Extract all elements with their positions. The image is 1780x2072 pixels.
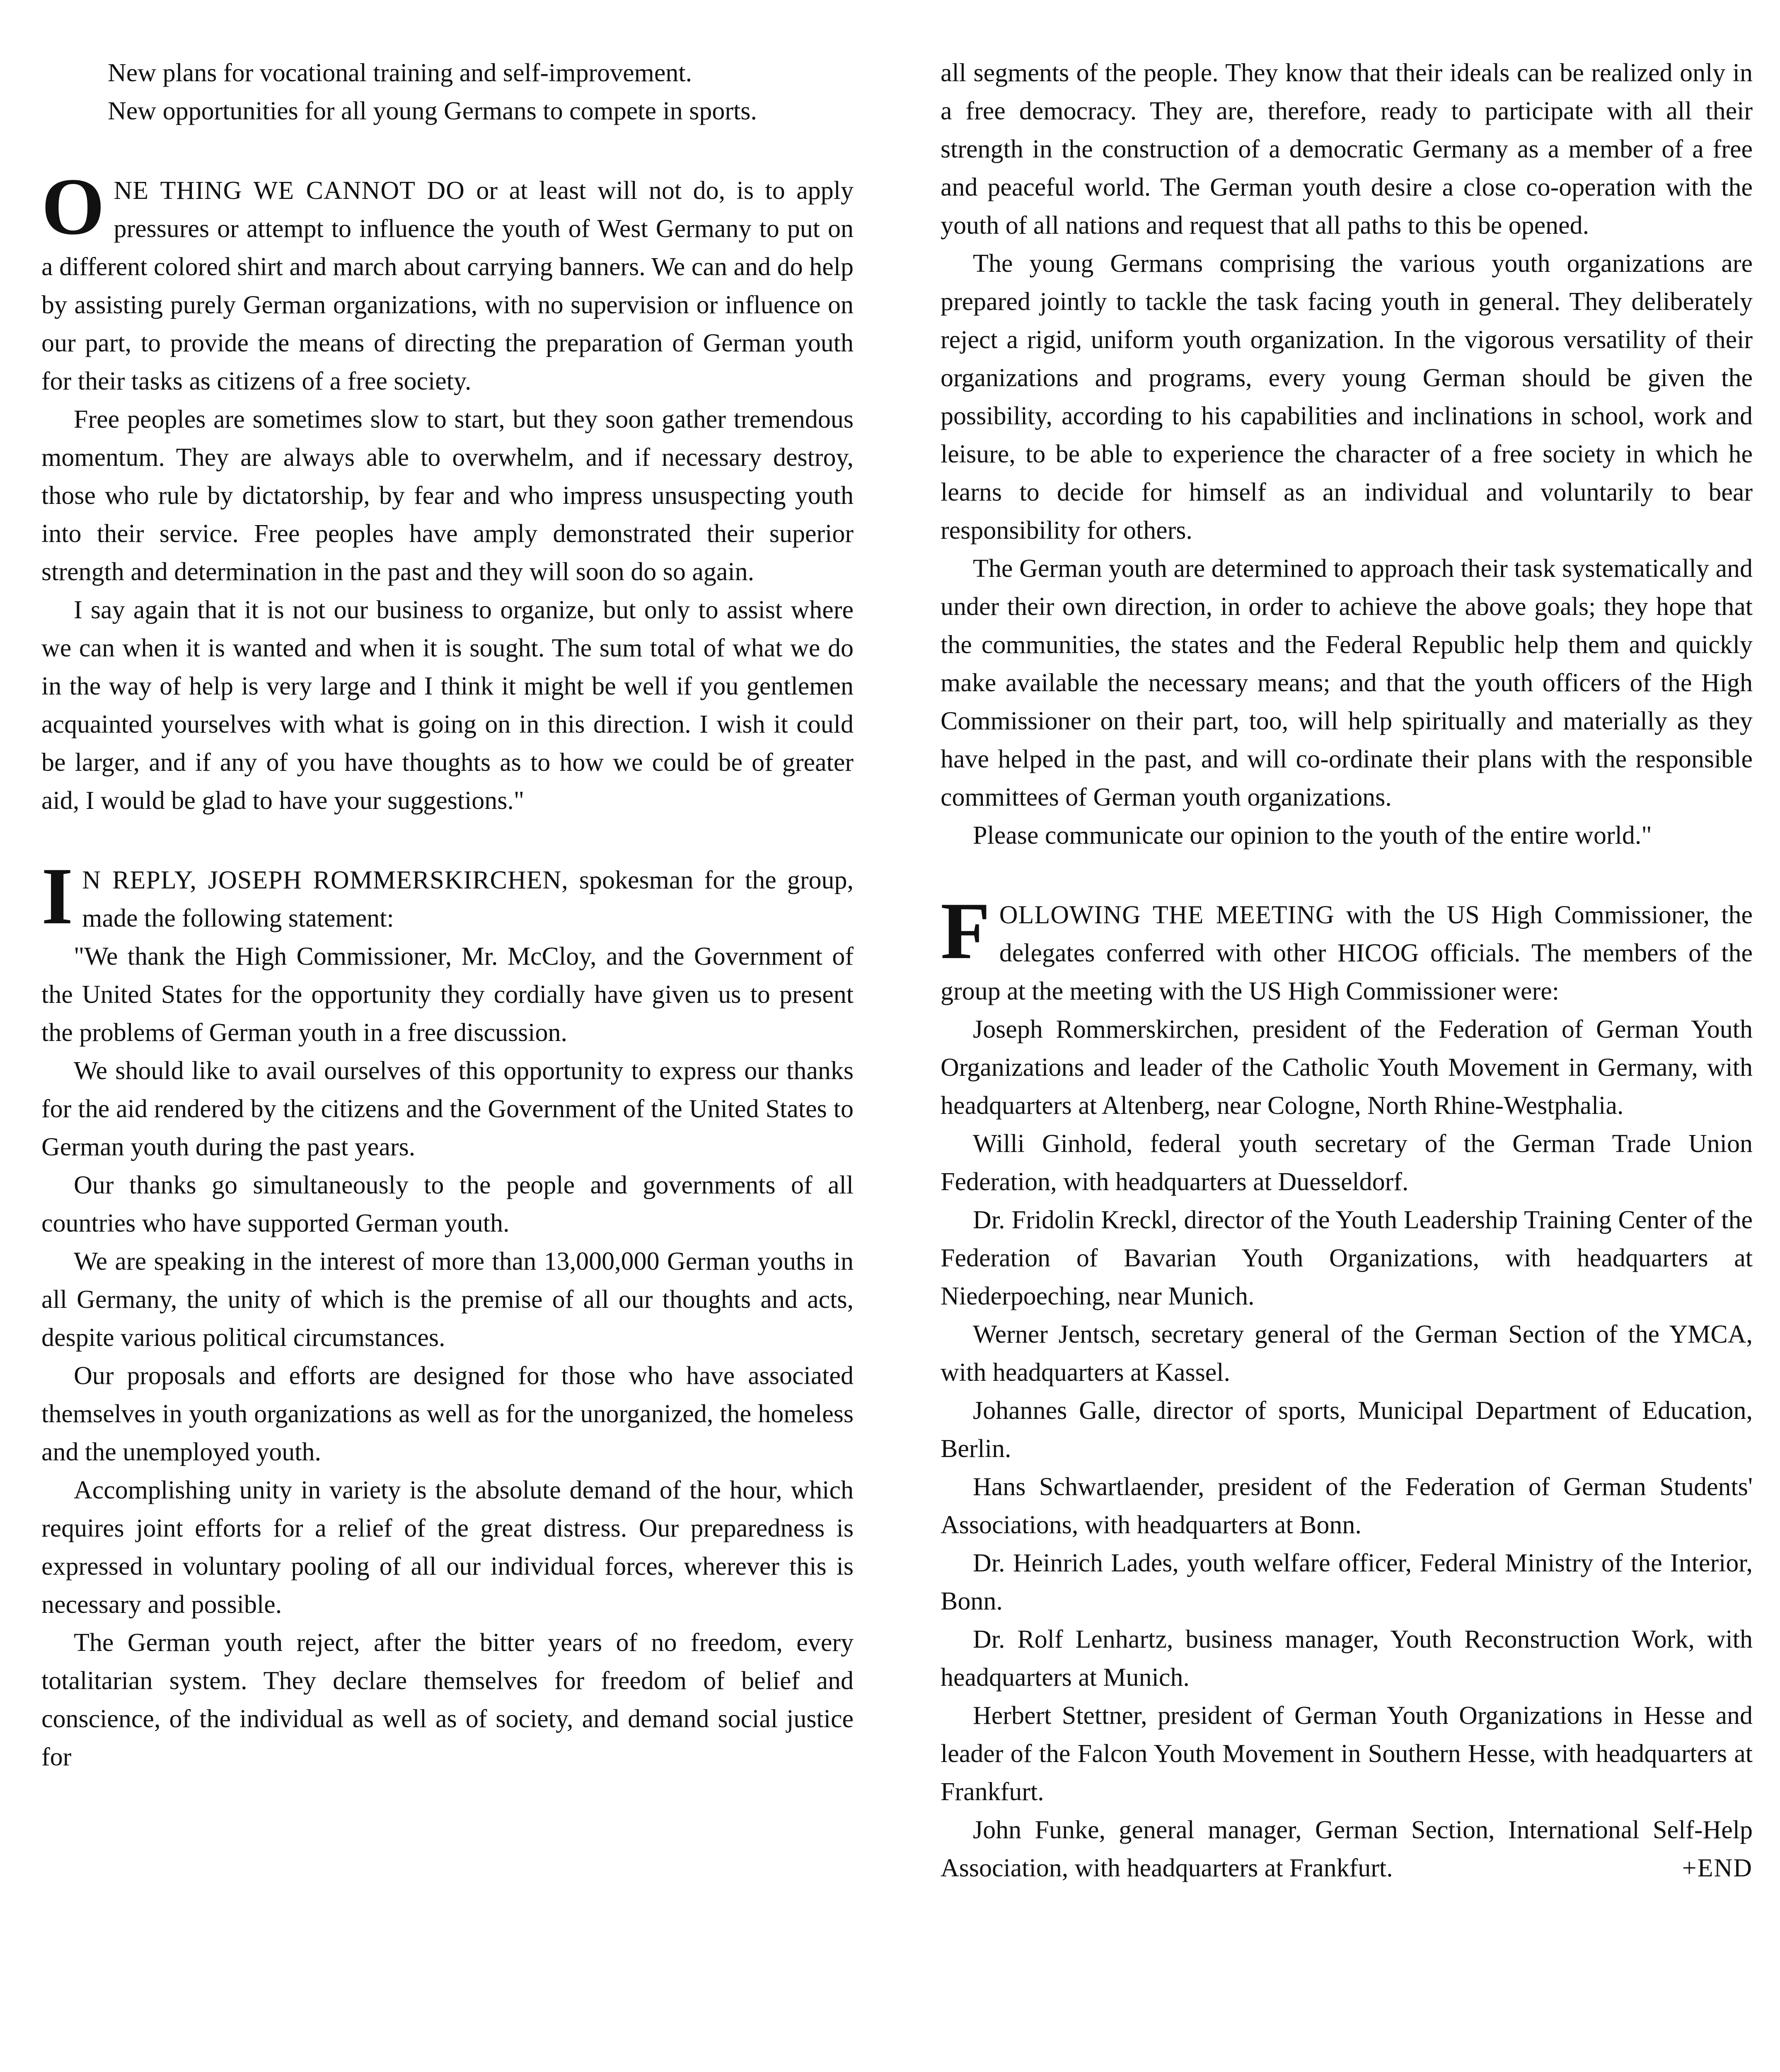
member-entry: Werner Jentsch, secretary general of the German Section of the YMCA, with headquarters at Kassel. <box>941 1320 1753 1387</box>
member-entry: Dr. Rolf Lenhartz, business manager, Youth Reconstruction Work, with headquarters at Munich. <box>941 1625 1753 1692</box>
end-mark: +END <box>1682 1854 1753 1882</box>
member-entry: Herbert Stettner, president of German Youth Organizations in Hesse and leader of the Falcon Youth Movement in Southern Hesse, with headquarters at Frankfurt. <box>941 1702 1753 1806</box>
section-following-meeting <box>941 886 1753 1887</box>
body-paragraph: We should like to avail ourselves of this opportunity to express our thanks for the aid rendered by the citizens and the Government of the United States to German youth during the past years. <box>41 1057 854 1161</box>
body-paragraph: Our thanks go simultaneously to the people and governments of all countries who have supported German youth. <box>41 1171 854 1237</box>
body-paragraph: We are speaking in the interest of more than 13,000,000 German youths in all Germany, the unity of which is the premise of all our thoughts and acts, despite various political circumstances. <box>41 1247 854 1352</box>
body-paragraph: Please communicate our opinion to the youth of the entire world." <box>973 821 1652 850</box>
intro-paragraph: New plans for vocational training and self-improvement. <box>108 59 692 87</box>
left-column <box>41 54 854 1776</box>
lead-caps: OLLOWING THE MEETING <box>999 901 1335 929</box>
body-paragraph: The German youth are determined to approach their task systematically and under their own direction, in order to achieve the above goals; they hope that the communities, the states and the Federal Republic help them and quickly make available the necessary means; and that the youth officers of the High Commissioner on their part, too, will help spiritually and materially as they have helped in the past, and will co-ordinate their plans with the responsible committees of German youth organizations. <box>941 554 1753 811</box>
member-entry: Johannes Galle, director of sports, Municipal Department of Education, Berlin. <box>941 1397 1753 1463</box>
section-in-reply <box>41 851 854 1776</box>
section-one-thing <box>41 162 854 820</box>
drop-cap: F <box>941 886 990 976</box>
body-paragraph: I say again that it is not our business to organize, but only to assist where we can when it is wanted and when it is sought. The sum total of what we do in the way of help is very large and I think it might be well if you gentlemen acquainted yourselves with what is going on in this direction. I wish it could be larger, and if any of you have thoughts as to how we could be of greater aid, I would be glad to have your suggestions." <box>41 596 854 815</box>
member-entry: John Funke, general manager, German Section, International Self-Help Association, with headquarters at Frankfurt. <box>941 1816 1753 1882</box>
member-entry: Hans Schwartlaender, president of the Federation of German Students' Associations, with headquarters at Bonn. <box>941 1473 1753 1539</box>
intro-block <box>41 54 829 130</box>
lead-text: or at least will not do, is to apply pressures or attempt to influence the youth of West Germany to put on a different colored shirt and march about carrying banners. We can and do help by assisting purely German organizations, with no supervision or influence on our part, to provide the means of directing the preparation of German youth for their tasks as citizens of a free society. <box>41 177 854 395</box>
member-entry: Dr. Heinrich Lades, youth welfare officer, Federal Ministry of the Interior, Bonn. <box>941 1549 1753 1615</box>
drop-cap: I <box>41 851 73 941</box>
member-entry: Dr. Fridolin Kreckl, director of the Youth Leadership Training Center of the Federation of Bavarian Youth Organizations, with headquarters at Niederpoeching, near Munich. <box>941 1206 1753 1310</box>
body-paragraph: The German youth reject, after the bitter years of no freedom, every totalitarian system. They declare themselves for freedom of belief and conscience, of the individual as well as of society, and demand social justice for <box>41 1629 854 1771</box>
section-lead-paragraph <box>941 886 1753 1010</box>
body-paragraph: Free peoples are sometimes slow to start, but they soon gather tremendous momentum. They are always able to overwhelm, and if necessary destroy, those who rule by dictatorship, by fear and who impress unsuspecting youth into their service. Free peoples have amply demonstrated their superior strength and determination in the past and they will soon do so again. <box>41 405 854 586</box>
body-paragraph: The young Germans comprising the various youth organizations are prepared jointly to tackle the task facing youth in general. They deliberately reject a rigid, uniform youth organization. In the vigorous versatility of their organizations and programs, every young German should be given the possibility, according to his capabilities and inclinations in school, work and leisure, to be able to experience the character of a free society in which he learns to decide for himself as an individual and voluntarily to bear responsibility for others. <box>941 249 1753 545</box>
final-entry-block <box>941 1811 1753 1887</box>
continuation-paragraph: all segments of the people. They know that their ideals can be realized only in a free democracy. They are, therefore, ready to participate with all their strength in the construction of a democratic Germany as a member of a free and peaceful world. The German youth desire a close co-operation with the youth of all nations and request that all paths to this be opened. <box>941 59 1753 240</box>
body-paragraph: "We thank the High Commissioner, Mr. McCloy, and the Government of the United States for the opportunity they cordially have given us to present the problems of German youth in a free discussion. <box>41 942 854 1047</box>
right-column <box>941 54 1753 1887</box>
drop-cap: O <box>41 162 105 252</box>
lead-caps: N REPLY, JOSEPH ROMMERSKIRCHEN, <box>82 866 568 894</box>
member-entry: Willi Ginhold, federal youth secretary of the German Trade Union Federation, with headquarters at Duesseldorf. <box>941 1130 1753 1196</box>
lead-text: with the US High Commissioner, the delegates conferred with other HICOG officials. The members of the group at the meeting with the US High Commissioner were: <box>941 901 1753 1005</box>
lead-text: spokesman for the group, made the following statement: <box>82 866 854 932</box>
member-entry: Joseph Rommerskirchen, president of the Federation of German Youth Organizations and leader of the Catholic Youth Movement in Germany, with headquarters at Altenberg, near Cologne, North Rhine-Westphalia. <box>941 1015 1753 1120</box>
section-lead-paragraph <box>41 162 854 400</box>
intro-paragraph: New opportunities for all young Germans to compete in sports. <box>108 97 757 125</box>
body-paragraph: Accomplishing unity in variety is the absolute demand of the hour, which requires joint efforts for a relief of the great distress. Our preparedness is expressed in voluntary pooling of all our individual forces, wherever this is necessary and possible. <box>41 1476 854 1619</box>
lead-caps: NE THING WE CANNOT DO <box>114 177 465 205</box>
section-lead-paragraph <box>41 851 854 941</box>
body-paragraph: Our proposals and efforts are designed for those who have associated themselves in youth organizations as well as for the unorganized, the homeless and the unemployed youth. <box>41 1362 854 1466</box>
